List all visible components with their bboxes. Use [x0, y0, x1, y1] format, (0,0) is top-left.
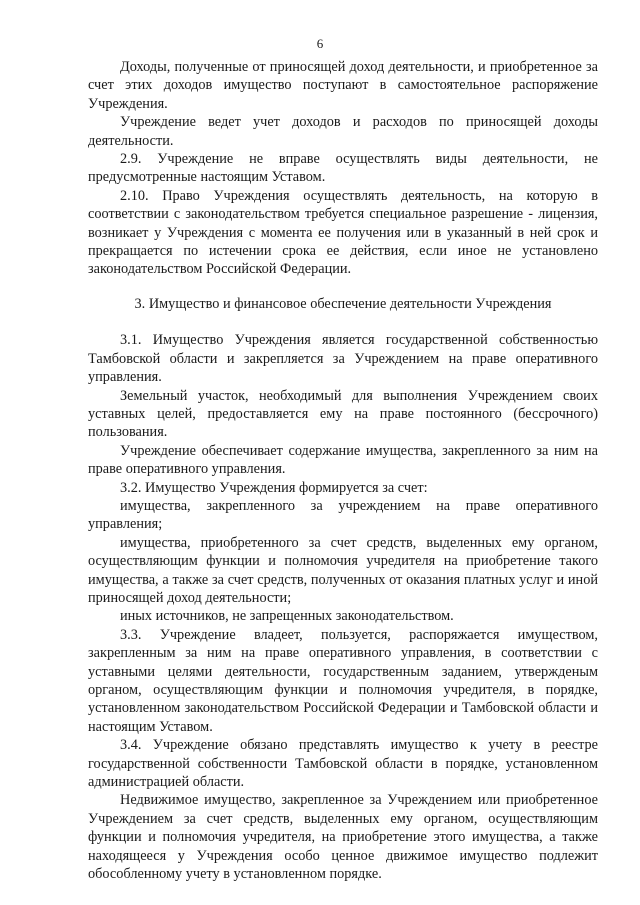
paragraph: имущества, закрепленного за учреждением на праве оперативного управления; [88, 497, 598, 533]
paragraph: Недвижимое имущество, закрепленное за Учреждением или приобретенное Учреждением за счет средств, выделенных ему органом, осуществляющим функции и полномочия учредителя, на приобретение этого имущества, а также находящееся у Учреждения особо ценное движимое имущество подлежит обособленному учету в установленном порядке. [88, 792, 598, 883]
paragraph: 2.10. Право Учреждения осуществлять деятельность, на которую в соответствии с законодательством требуется специальное разрешение - лицензия, возникает у Учреждения с момента ее получения или в указанный в ней срок и прекращается по истечении срока ее действия, если иное не установлено законодательством Российской Федерации. [88, 187, 598, 278]
paragraph: 3.1. Имущество Учреждения является государственной собственностью Тамбовской области и закрепляется за Учреждением на праве оперативного управления. [88, 332, 598, 386]
paragraph: Доходы, полученные от приносящей доход деятельности, и приобретенное за счет этих доходов имущество поступают в самостоятельное распоряжение Учреждения. [88, 59, 598, 112]
section-heading: 3. Имущество и финансовое обеспечение деятельности Учреждения [134, 295, 552, 312]
paragraph: Земельный участок, необходимый для выполнения Учреждением своих уставных целей, предоставляется ему на праве постоянного (бессрочного) пользования. [88, 387, 598, 441]
paragraph: 3.2. Имущество Учреждения формируется за счет: [120, 479, 428, 496]
paragraph: иных источников, не запрещенных законодательством. [120, 608, 454, 625]
paragraph: 3.4. Учреждение обязано представлять имущество к учету в реестре государственной собственности Тамбовской области в порядке, установленном администрацией области. [88, 737, 598, 791]
paragraph: имущества, приобретенного за счет средств, выделенных ему органом, осуществляющим функции и полномочия учредителя на приобретение такого имущества, а также за счет средств, полученных от оказания платных услуг и иной приносящей доход деятельности; [88, 534, 598, 606]
paragraph: Учреждение ведет учет доходов и расходов по приносящей доходы деятельности. [88, 114, 598, 149]
paragraph: 2.9. Учреждение не вправе осуществлять виды деятельности, не предусмотренные настоящим Уставом. [88, 151, 598, 186]
page-number: 6 [316, 36, 324, 51]
document-body [88, 58, 598, 883]
paragraph: 3.3. Учреждение владеет, пользуется, распоряжается имуществом, закрепленным за ним на праве оперативного управления, в соответствии с уставными целями деятельности, государственным заданием, утвержденым органом, осуществляющим функции и полномочия учредителя, в порядке, установленном законодательством Российской Федерации и Тамбовской области и настоящим Уставом. [88, 626, 598, 735]
paragraph: Учреждение обеспечивает содержание имущества, закрепленного за ним на праве оперативного управления. [88, 442, 598, 478]
